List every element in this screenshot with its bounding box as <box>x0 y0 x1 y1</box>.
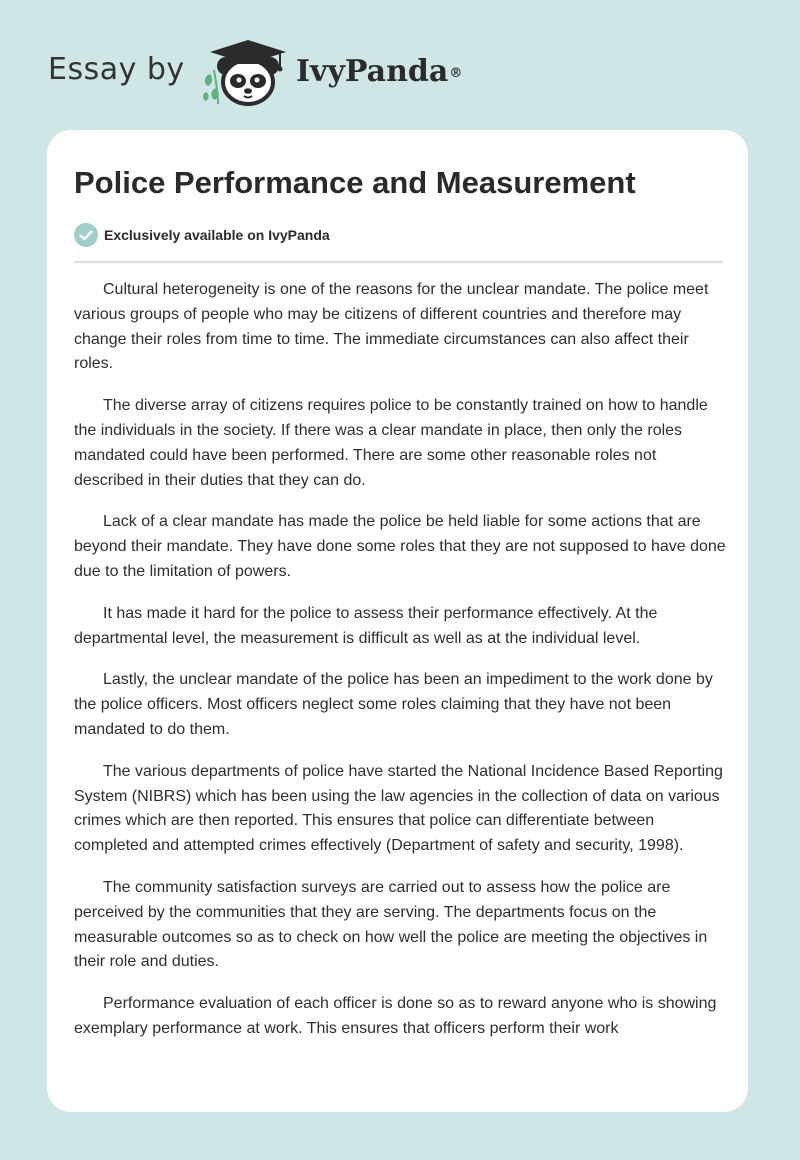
essay-body <box>74 278 726 1059</box>
panda-graduate-icon[interactable] <box>200 34 292 108</box>
brand-label: IvyPanda <box>296 54 449 89</box>
paragraph: Lastly, the unclear mandate of the police has been an impediment to the work done by the police officers. Most officers neglect some roles claiming that they have not been mandated to do them. <box>74 671 713 738</box>
paragraph: The various departments of police have started the National Incidence Based Reporting System (NIBRS) which has been using the law agencies in the collection of data on various crimes which are then reported. This ensures that police can differentiate between completed and attempted crimes effectively (Department of safety and security, 1998). <box>74 762 723 855</box>
check-circle-icon <box>74 223 98 247</box>
brand-name[interactable] <box>296 52 462 92</box>
essay-card <box>47 130 748 1112</box>
paragraph: Cultural heterogeneity is one of the reasons for the unclear mandate. The police meet various groups of people who may be citizens of different countries and therefore may change their roles from time to time. The immediate circumstances can also affect their roles. <box>74 281 709 373</box>
divider <box>74 261 723 263</box>
site-header <box>0 0 800 130</box>
paragraph: Performance evaluation of each officer is done so as to reward anyone who is showing exemplary performance at work. This ensures that officers perform their work <box>74 995 717 1037</box>
paragraph: It has made it hard for the police to assess their performance effectively. At the departmental level, the measurement is difficult as well as at the individual level. <box>74 604 658 647</box>
paragraph: Lack of a clear mandate has made the police be held liable for some actions that are beyond their mandate. They have done some roles that they are not supposed to have done due to the limitation of powers. <box>74 513 726 580</box>
essay-by-label: Essay by <box>48 52 185 87</box>
badge-label: Exclusively available on IvyPanda <box>104 227 330 243</box>
paragraph: The community satisfaction surveys are carried out to assess how the police are perceived by the communities that they are serving. The departments focus on the measurable outcomes so as to check on how well the police are meeting the objectives in their role and duties. <box>74 878 708 971</box>
page-title: Police Performance and Measurement <box>74 165 636 200</box>
paragraph: The diverse array of citizens requires police to be constantly trained on how to handle the individuals in the society. If there was a clear mandate in place, then only the roles mandated could have been performed. There are some other reasonable roles not described in their duties that they can do. <box>74 397 708 489</box>
exclusive-badge <box>74 222 330 248</box>
registered-mark: ® <box>449 66 463 81</box>
